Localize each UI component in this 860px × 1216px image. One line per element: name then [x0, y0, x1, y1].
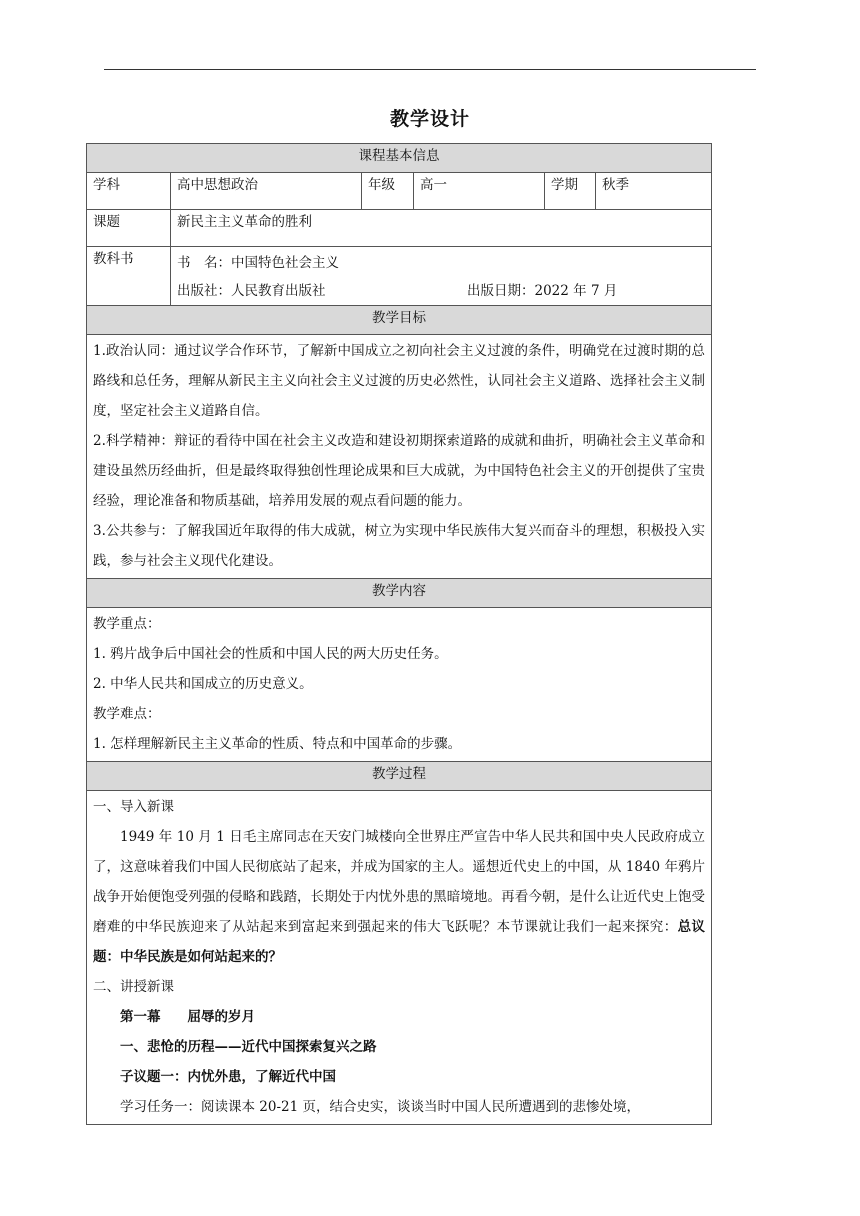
act-title: 第一幕 屈辱的岁月 — [120, 1009, 255, 1025]
textbook-publisher-row — [177, 277, 705, 305]
objective-item: 1.政治认同：通过议学合作环节，了解新中国成立之初向社会主义过渡的条件，明确党在过渡时期的总路线和总任务，理解从新民主主义向社会主义过渡的历史必然性，认同社会主义道路、选择社会主义制度，坚定社会主义道路自信。 — [93, 343, 706, 419]
lesson-plan-table — [86, 143, 712, 1125]
sub-topic: 子议题一：内忧外患，了解近代中国 — [120, 1069, 336, 1085]
textbook-label: 教科书 — [87, 247, 171, 306]
content-body — [87, 608, 712, 762]
process-body — [87, 791, 712, 1125]
section-title: 一、悲怆的历程——近代中国探索复兴之路 — [120, 1039, 377, 1055]
objective-item: 3.公共参与：了解我国近年取得的伟大成就，树立为实现中华民族伟大复兴而奋斗的理想，积极投入实践，参与社会主义现代化建设。 — [93, 523, 706, 569]
key-points-label: 教学重点： — [93, 616, 161, 632]
topic-value: 新民主主义革命的胜利 — [171, 210, 712, 247]
lecture-heading: 二、讲授新课 — [93, 979, 174, 995]
key-point-item: 2. 中华人民共和国成立的历史意义。 — [93, 676, 313, 692]
task-text: 学习任务一：阅读课本 20-21 页，结合史实，谈谈当时中国人民所遭遇到的悲惨处境， — [120, 1099, 640, 1115]
subject-value: 高中思想政治 — [171, 173, 362, 210]
textbook-info — [171, 247, 712, 306]
header-rule — [104, 69, 756, 70]
objective-item: 2.科学精神：辩证的看待中国在社会主义改造和建设初期探索道路的成就和曲折，明确社会主义革命和建设虽然历经曲折，但是最终取得独创性理论成果和巨大成就，为中国特色社会主义的开创提供了宝贵经验，理论准备和物质基础，培养用发展的观点看问题的能力。 — [93, 433, 706, 509]
grade-label: 年级 — [362, 173, 414, 210]
key-point-item: 1. 鸦片战争后中国社会的性质和中国人民的两大历史任务。 — [93, 646, 448, 662]
subject-label: 学科 — [87, 173, 171, 210]
difficult-points-label: 教学难点： — [93, 706, 161, 722]
topic-label: 课题 — [87, 210, 171, 247]
section-header-process: 教学过程 — [87, 762, 712, 791]
textbook-name: 书 名：中国特色社会主义 — [177, 255, 339, 271]
intro-heading: 一、导入新课 — [93, 799, 174, 815]
objectives-body — [87, 335, 712, 579]
intro-text: 1949 年 10 月 1 日毛主席同志在天安门城楼向全世界庄严宣告中华人民共和国中央人民政府成立了，这意味着我们中国人民彻底站了起来，并成为国家的主人。遥想近代史上的中国，从 1840 年鸦片战争开始便饱受列强的侵略和践踏，长期处于内忧外患的黑暗境地。再看今朝，是什么让近代史上饱受磨难的中华民族迎来了从站起来到富起来到强起来的伟大飞跃呢？本节课就让我们一起来探究： — [93, 829, 706, 935]
section-header-objectives: 教学目标 — [87, 306, 712, 335]
document-title: 教学设计 — [389, 108, 470, 130]
section-header-content: 教学内容 — [87, 579, 712, 608]
main-question: 总议题：中华民族是如何站起来的？ — [93, 919, 706, 965]
term-value: 秋季 — [596, 173, 712, 210]
term-label: 学期 — [545, 173, 596, 210]
grade-value: 高一 — [414, 173, 545, 210]
textbook-publisher: 出版社：人民教育出版社 — [177, 283, 326, 299]
difficult-point-item: 1. 怎样理解新民主主义革命的性质、特点和中国革命的步骤。 — [93, 736, 462, 752]
intro-paragraph — [93, 822, 705, 972]
section-header-basic-info: 课程基本信息 — [87, 144, 712, 173]
textbook-publish-date: 出版日期：2022 年 7 月 — [467, 283, 618, 299]
